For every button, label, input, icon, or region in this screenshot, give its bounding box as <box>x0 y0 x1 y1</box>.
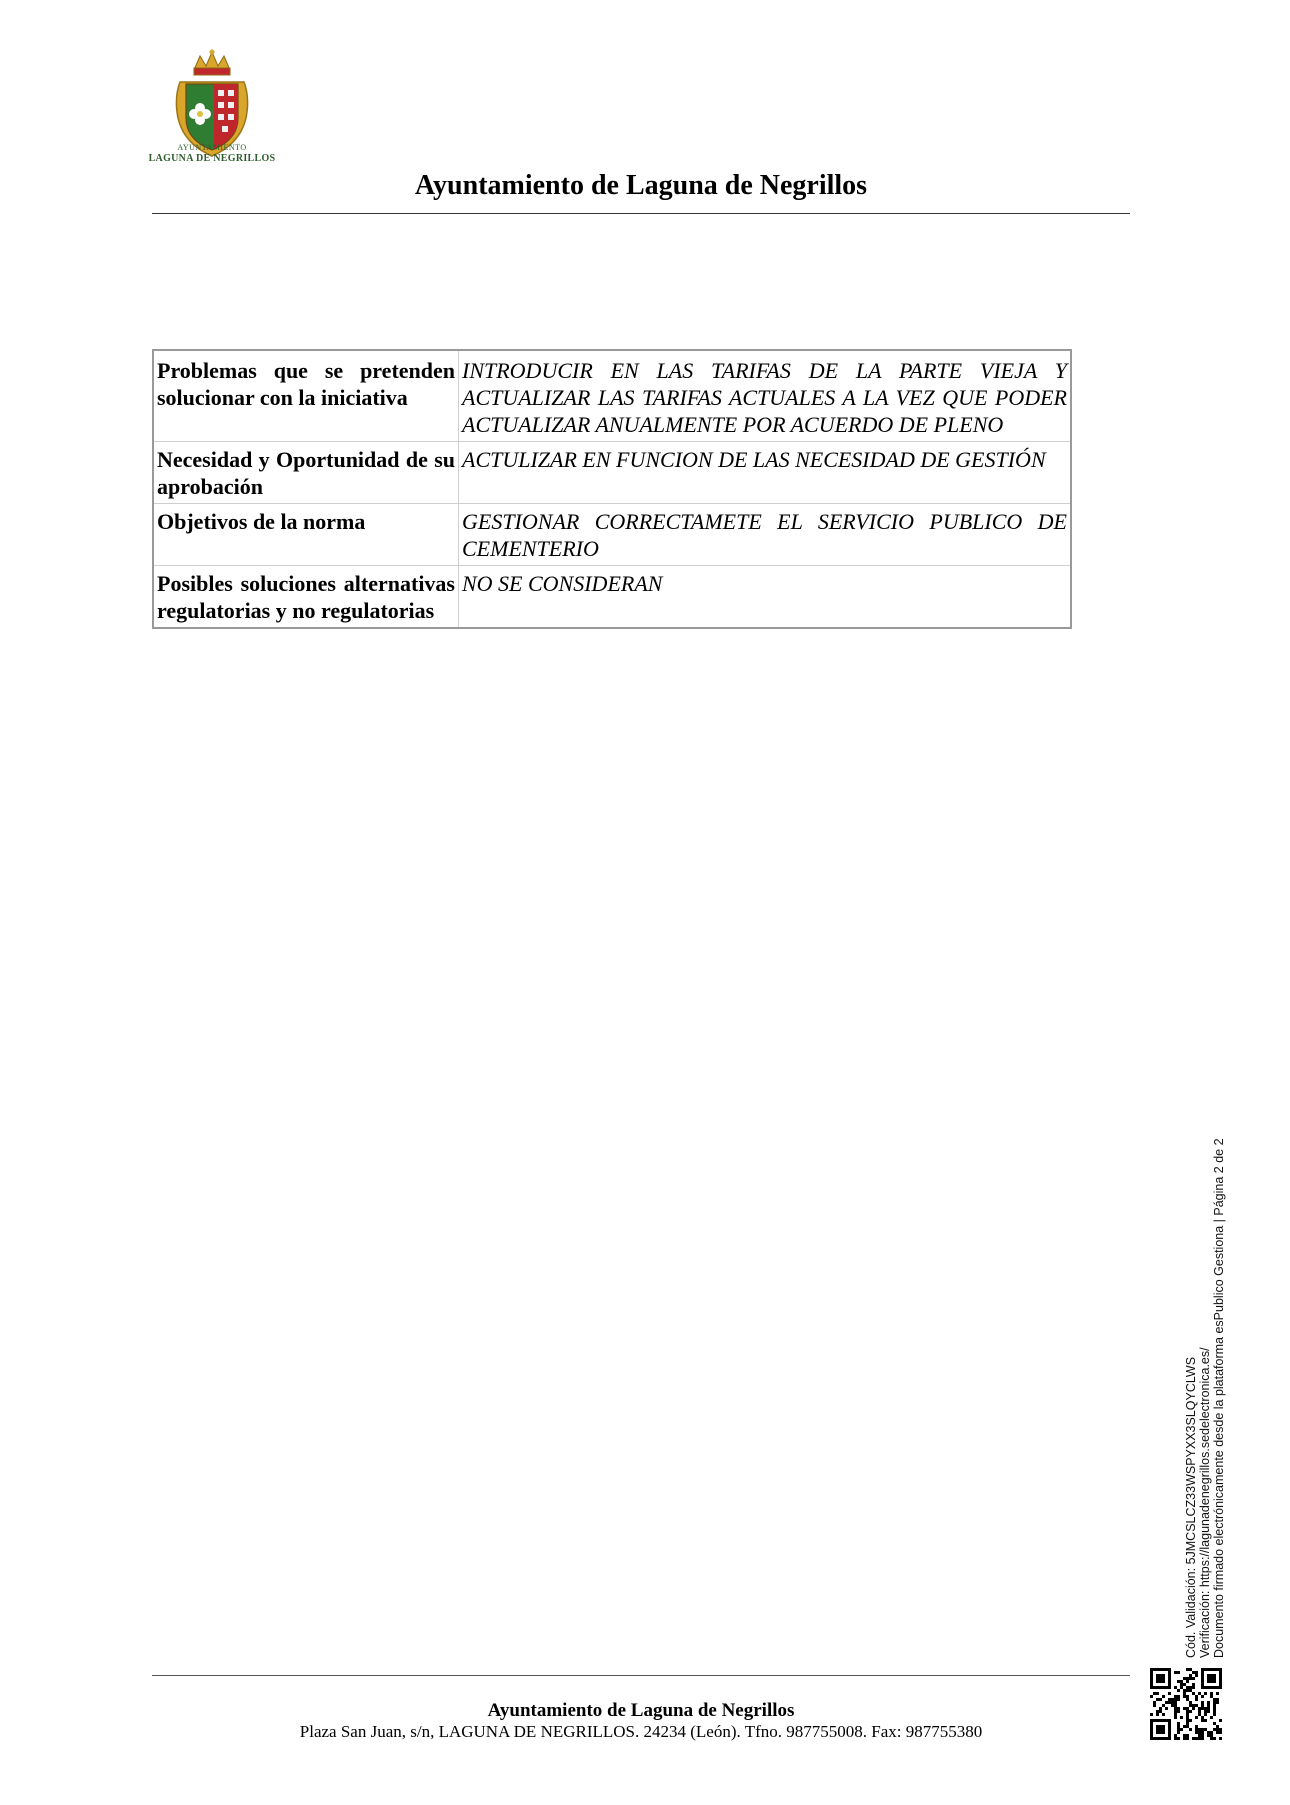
signature-platform-note: Documento firmado electrónicamente desde la plataforma esPublico Gestiona | Página 2 de 2 <box>1212 1138 1226 1658</box>
page-title: Ayuntamiento de Laguna de Negrillos <box>414 170 868 201</box>
row-label: Problemas que se pretenden solucionar con la iniciativa <box>153 350 459 442</box>
logo-caption-ayuntamiento: AYUNTAMIENTO <box>177 143 247 152</box>
table-row <box>153 350 1071 442</box>
verification-url: Verificación: https://lagunadenegrillos.sedelectronica.es/ <box>1198 1347 1212 1658</box>
validation-code: Cód. Validación: 5JMCSLCZ33WSPYXX3SLQYCLWS <box>1184 1356 1198 1658</box>
electronic-signature-note <box>1184 1138 1226 1658</box>
logo-caption-municipality: LAGUNA DE NEGRILLOS <box>148 153 276 164</box>
header-divider <box>152 213 1130 214</box>
row-value: INTRODUCIR EN LAS TARIFAS DE LA PARTE VIEJA Y ACTUALIZAR LAS TARIFAS ACTUALES A LA VEZ QUE PODER ACTUALIZAR ANUALMENTE POR ACUERDO DE PLENO <box>459 350 1072 442</box>
qr-code-icon <box>1150 1668 1222 1740</box>
footer-divider <box>152 1675 1130 1676</box>
footer-address: Plaza San Juan, s/n, LAGUNA DE NEGRILLOS. 24234 (León). Tfno. 987755008. Fax: 987755380 <box>299 1722 983 1741</box>
row-value: NO SE CONSIDERAN <box>459 566 1072 629</box>
row-label: Objetivos de la norma <box>153 504 459 566</box>
footer-title: Ayuntamiento de Laguna de Negrillos <box>487 1700 795 1721</box>
table-row <box>153 504 1071 566</box>
row-value: GESTIONAR CORRECTAMETE EL SERVICIO PUBLICO DE CEMENTERIO <box>459 504 1072 566</box>
table-row <box>153 566 1071 629</box>
regulatory-consultation-table <box>152 349 1072 629</box>
row-label: Necesidad y Oportunidad de su aprobación <box>153 442 459 504</box>
row-label: Posibles soluciones alternativas regulatorias y no regulatorias <box>153 566 459 629</box>
row-value: ACTULIZAR EN FUNCION DE LAS NECESIDAD DE GESTIÓN <box>459 442 1072 504</box>
table-row <box>153 442 1071 504</box>
